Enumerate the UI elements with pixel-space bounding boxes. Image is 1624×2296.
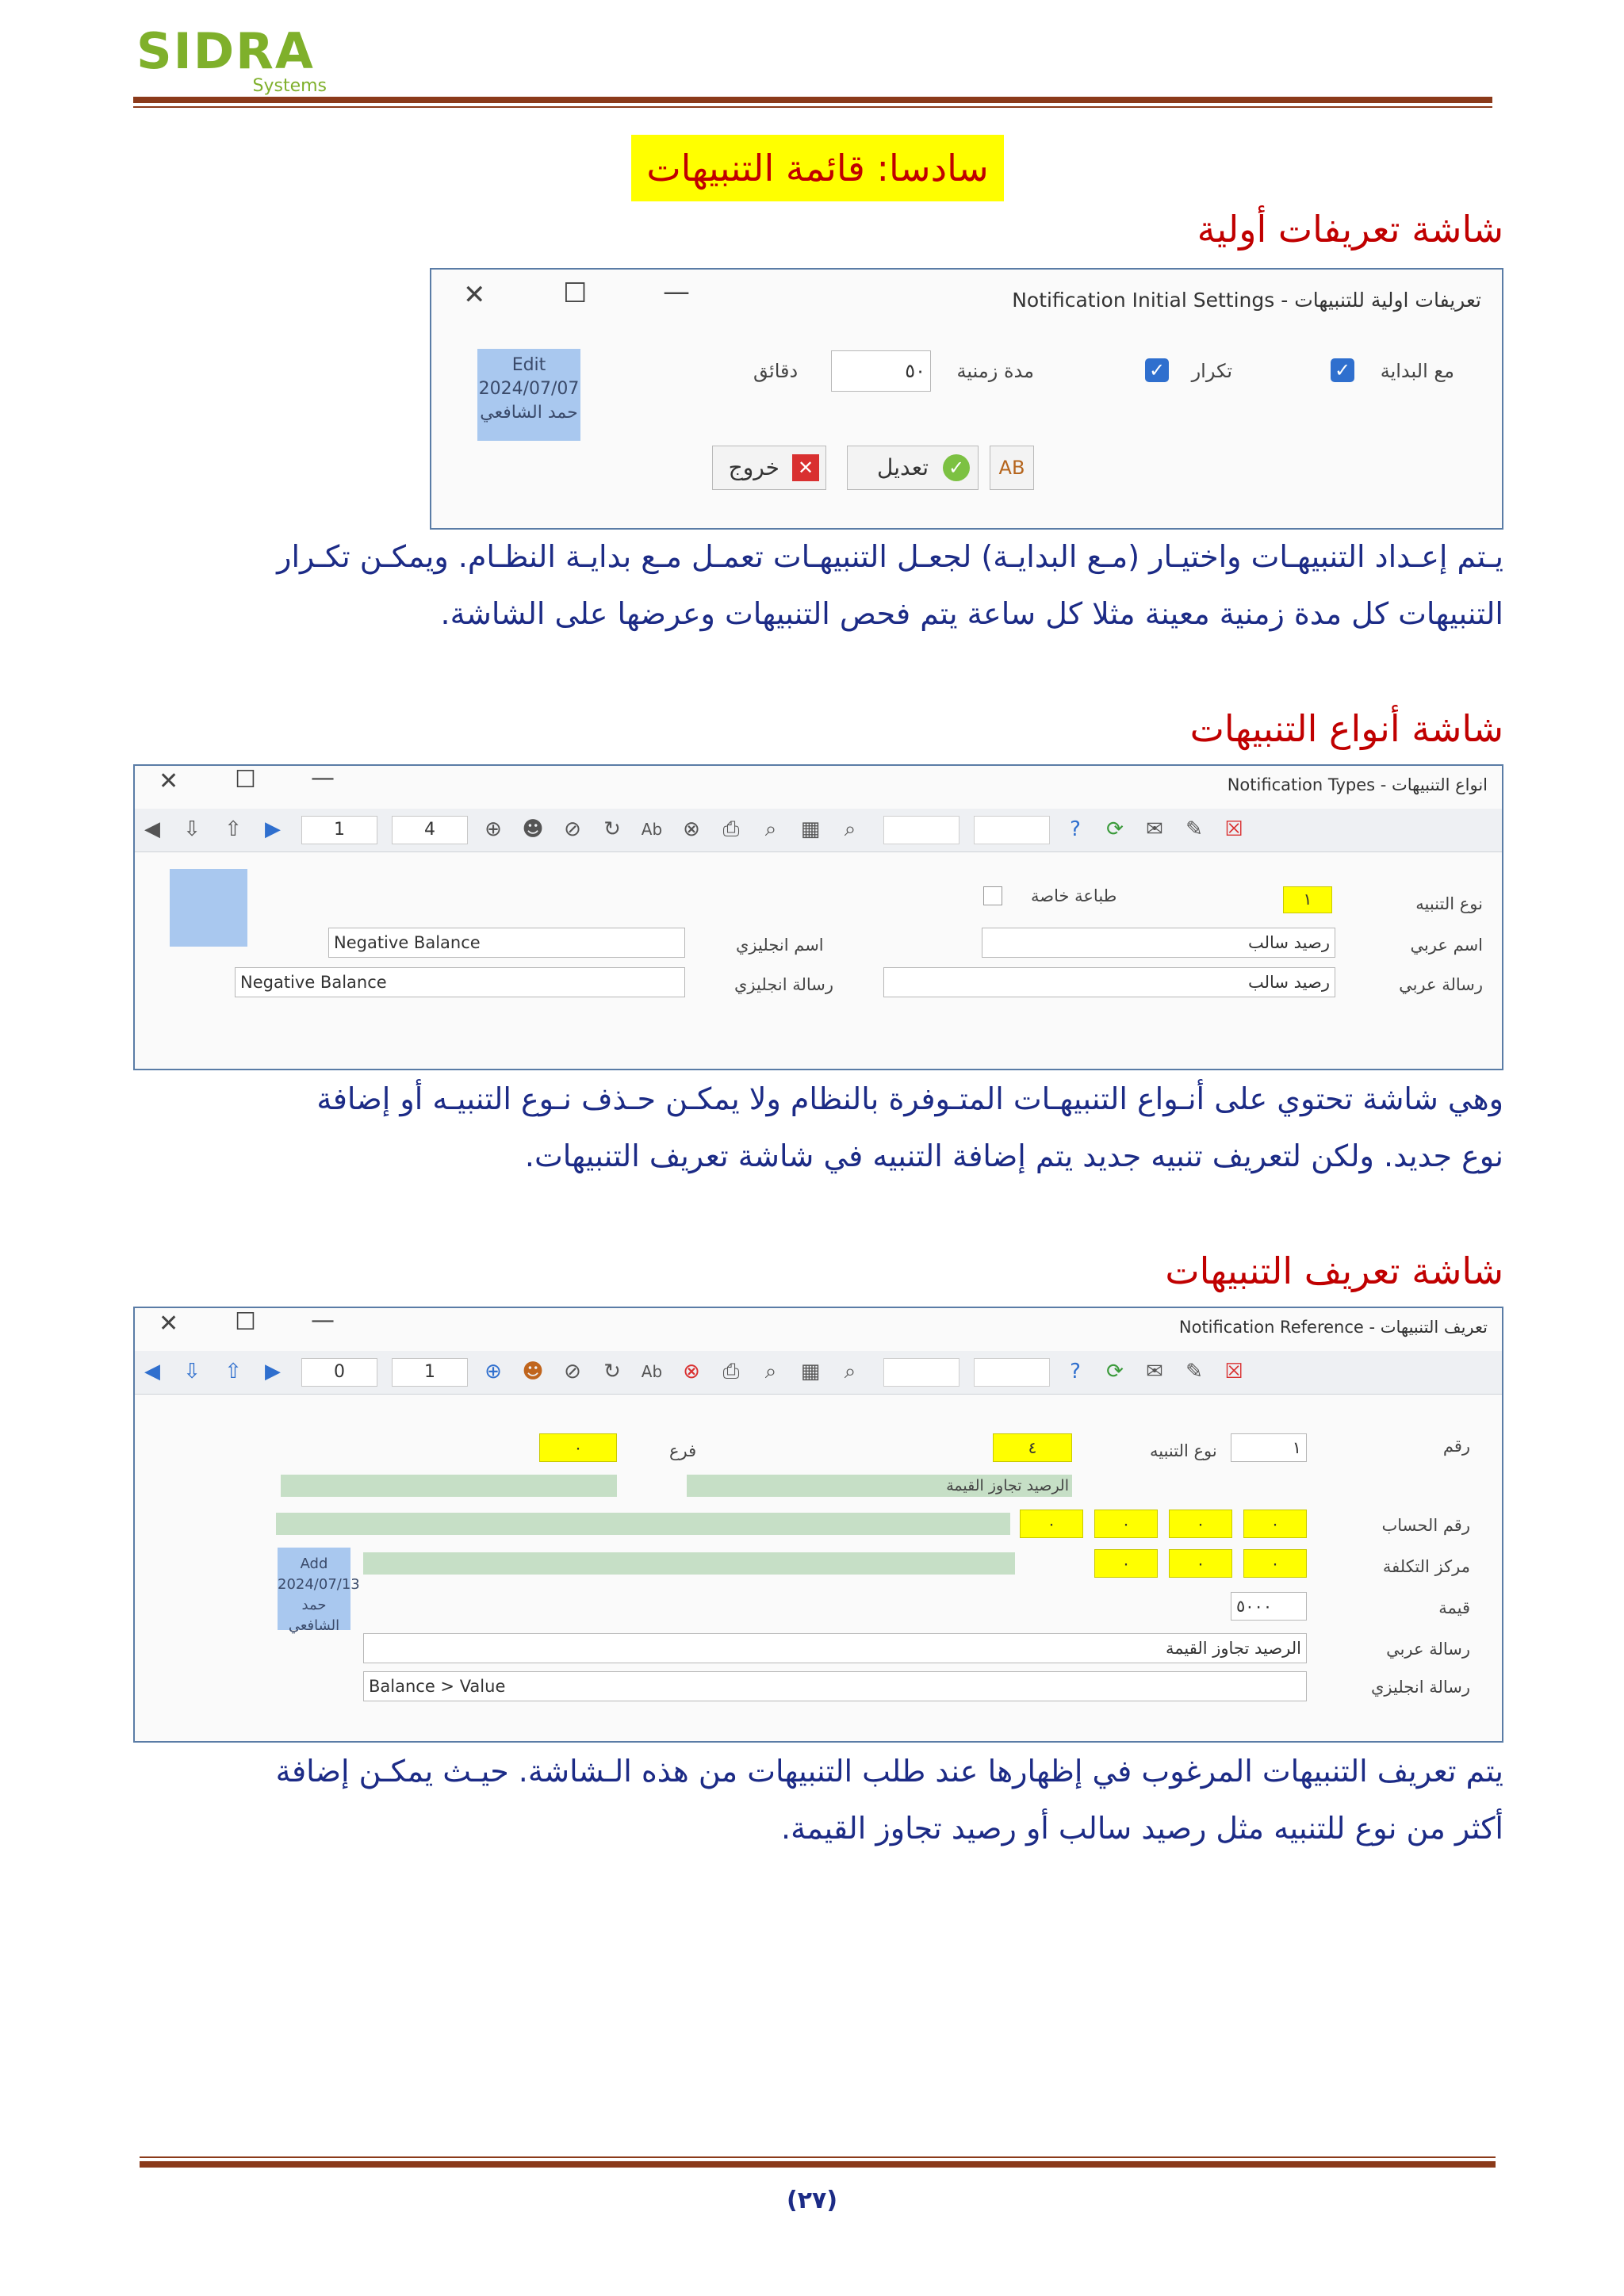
footer-rule — [140, 2161, 1496, 2168]
type-label: نوع التنبيه — [1415, 894, 1483, 913]
type-label: نوع التنبيه — [1150, 1441, 1217, 1460]
cancel-icon[interactable]: ⊘ — [564, 1360, 581, 1383]
special-print-checkbox[interactable] — [983, 886, 1002, 905]
type-input[interactable]: ٤ — [993, 1433, 1072, 1462]
spellcheck-icon[interactable]: Ab — [641, 1362, 663, 1381]
toolbar — [135, 809, 1502, 852]
maximize-icon[interactable]: ☐ — [235, 766, 256, 794]
account-part-1[interactable]: ٠ — [1243, 1510, 1307, 1538]
account-label: رقم الحساب — [1381, 1516, 1470, 1535]
next-down-icon[interactable]: ⇩ — [183, 817, 201, 841]
close-red-icon[interactable]: ☒ — [1224, 1360, 1243, 1383]
edit-stamp — [477, 349, 580, 441]
paragraph-line: يـتم إعـداد التنبيهـات واختيـار (مـع البدايـة) لجعـل التنبيهـات تعمـل مـع بدايـة النظـام. ويمكـن تكـرار — [277, 539, 1503, 574]
arabic-msg-input[interactable]: الرصيد تجاوز القيمة — [363, 1633, 1307, 1663]
exit-button-label: خروج — [728, 454, 779, 480]
user-icon[interactable]: ☻ — [522, 817, 544, 841]
paragraph-initial-settings — [133, 528, 1503, 642]
compose-icon[interactable]: ✎ — [1185, 1360, 1203, 1383]
window-notification-reference — [133, 1307, 1503, 1743]
toolbar-field-2[interactable] — [974, 1358, 1050, 1387]
next-down-icon[interactable]: ⇩ — [183, 1360, 201, 1383]
paragraph-line: نوع جديد. ولكن لتعريف تنبيه جديد يتم إضافة التنبيه في شاشة تعريف التنبيهات. — [524, 1138, 1503, 1173]
paragraph-line: أكثر من نوع للتنبيه مثل رصيد سالب أو رصيد تجاوز القيمة. — [781, 1811, 1503, 1846]
number-label: رقم — [1442, 1437, 1470, 1456]
account-part-4[interactable]: ٠ — [1020, 1510, 1083, 1538]
language-icon[interactable]: AB — [990, 446, 1034, 490]
mail-icon[interactable]: ✉ — [1146, 1360, 1163, 1383]
minimize-icon[interactable]: — — [311, 764, 335, 792]
logo-text: SIDRA — [136, 22, 315, 80]
arabic-msg-input[interactable]: رصيد سالب — [883, 967, 1335, 997]
minimize-icon[interactable]: — — [663, 276, 690, 308]
calculator-icon[interactable]: ▦ — [800, 817, 821, 841]
delete-icon[interactable]: ⊗ — [683, 817, 700, 841]
toolbar — [135, 1351, 1502, 1395]
spellcheck-icon[interactable]: Ab — [641, 820, 663, 839]
with-start-checkbox[interactable]: ✓ — [1331, 358, 1354, 382]
paragraph-notification-reference — [133, 1743, 1503, 1857]
record-current[interactable]: 0 — [301, 1358, 377, 1387]
calculator-icon[interactable]: ▦ — [800, 1360, 821, 1383]
type-description: الرصيد تجاوز القيمة — [687, 1475, 1072, 1497]
refresh-icon[interactable]: ↻ — [603, 817, 621, 841]
special-print-label: طباعة خاصة — [1031, 886, 1117, 905]
user-icon[interactable]: ☻ — [522, 1360, 544, 1383]
heading-initial-settings: شاشة تعريفات أولية — [1197, 208, 1503, 251]
account-description — [276, 1513, 1010, 1535]
record-total: 4 — [392, 816, 468, 844]
toolbar-field-1[interactable] — [883, 1358, 959, 1387]
period-label: مدة زمنية — [956, 360, 1034, 382]
help-icon[interactable]: ? — [1070, 817, 1081, 841]
english-msg-label: رسالة انجليزي — [1370, 1678, 1470, 1697]
branch-input[interactable]: ٠ — [539, 1433, 617, 1462]
zoom-icon[interactable]: ⌕ — [844, 1360, 856, 1383]
record-current[interactable]: 1 — [301, 816, 377, 844]
toolbar-field-1[interactable] — [883, 816, 959, 844]
last-record-icon[interactable]: ▶ — [265, 1360, 281, 1383]
mail-icon[interactable]: ✉ — [1146, 817, 1163, 841]
modify-button-label: تعديل — [877, 454, 929, 480]
window-initial-settings — [430, 268, 1503, 530]
header-rule — [133, 97, 1492, 103]
repeat-checkbox[interactable]: ✓ — [1145, 358, 1169, 382]
minutes-label: دقائق — [753, 360, 799, 382]
heading-notification-reference: شاشة تعريف التنبيهات — [1165, 1249, 1503, 1292]
window-title: Notification Initial Settings - تعريفات اولية للتنبيهات — [1012, 289, 1481, 312]
add-icon[interactable]: ⊕ — [485, 817, 502, 841]
close-icon[interactable]: ✕ — [159, 1310, 179, 1337]
branch-label: فرع — [669, 1441, 697, 1460]
cost-center-label: مركز التكلفة — [1382, 1557, 1470, 1576]
arabic-msg-label: رسالة عربي — [1386, 1640, 1470, 1659]
arabic-name-label: اسم عربي — [1410, 936, 1483, 955]
english-name-input[interactable]: Negative Balance — [328, 928, 685, 958]
print-icon[interactable]: ⎙ — [722, 1360, 740, 1383]
cancel-icon[interactable]: ⊘ — [564, 817, 581, 841]
paragraph-notification-types — [133, 1070, 1503, 1184]
search-icon[interactable]: ⌕ — [764, 1360, 777, 1383]
sidra-logo — [136, 22, 327, 96]
close-red-icon[interactable]: ☒ — [1224, 817, 1243, 841]
value-label: قيمة — [1438, 1598, 1470, 1617]
stamp-action: Add — [300, 1556, 328, 1572]
paragraph-line: يتم تعريف التنبيهات المرغوب في إظهارها عند طلب التنبيهات من هذه الـشاشة. حيـث يمكـن إضافة — [275, 1754, 1503, 1789]
zoom-icon[interactable]: ⌕ — [844, 817, 856, 841]
window-title: Notification Reference - تعريف التنبيهات — [1178, 1318, 1488, 1337]
prev-up-icon[interactable]: ⇧ — [224, 817, 242, 841]
stamp-date: 2024/07/13 — [278, 1576, 360, 1593]
refresh-icon[interactable]: ↻ — [603, 1360, 621, 1383]
toolbar-field-2[interactable] — [974, 816, 1050, 844]
minimize-icon[interactable]: — — [311, 1307, 335, 1334]
english-name-label: اسم انجليزي — [736, 936, 824, 955]
image-placeholder — [170, 869, 247, 947]
section-title: سادسا: قائمة التنبيهات — [631, 135, 1004, 201]
window-title: Notification Types - انواع التنبيهات — [1227, 775, 1488, 794]
sync-icon[interactable]: ⟳ — [1106, 1360, 1124, 1383]
heading-notification-types: شاشة أنواع التنبيهات — [1189, 707, 1503, 750]
cost-center-part-2[interactable]: ٠ — [1169, 1549, 1232, 1578]
search-icon[interactable]: ⌕ — [764, 817, 777, 841]
add-stamp — [278, 1548, 360, 1634]
last-record-icon[interactable]: ▶ — [265, 817, 281, 841]
first-record-icon[interactable]: ◀ — [144, 817, 160, 841]
close-icon[interactable]: ✕ — [463, 279, 486, 311]
stamp-user: حمد الشافعي — [480, 403, 578, 423]
modify-button[interactable] — [847, 446, 979, 490]
arabic-msg-label: رسالة عربي — [1399, 975, 1483, 994]
footer-rule-thin — [140, 2156, 1496, 2158]
compose-icon[interactable]: ✎ — [1185, 817, 1203, 841]
english-msg-input[interactable]: Balance > Value — [363, 1671, 1307, 1701]
header-rule-thin — [133, 106, 1492, 108]
period-input[interactable]: ٥٠ — [831, 350, 931, 392]
record-total: 1 — [392, 1358, 468, 1387]
value-input[interactable]: ٥٠٠٠ — [1231, 1592, 1307, 1621]
maximize-icon[interactable]: ☐ — [235, 1308, 256, 1336]
close-icon[interactable]: ✕ — [159, 767, 179, 795]
cost-center-part-3[interactable]: ٠ — [1094, 1549, 1158, 1578]
paragraph-line: وهي شاشة تحتوي على أنـواع التنبيهـات المتـوفرة بالنظام ولا يمكـن حـذف نـوع التنبيـه أو إضافة — [316, 1081, 1503, 1116]
cost-center-description — [363, 1552, 1015, 1575]
print-icon[interactable]: ⎙ — [722, 817, 740, 841]
paragraph-line: التنبيهات كل مدة زمنية معينة مثلا كل ساعة يتم فحص التنبيهات وعرضها على الشاشة. — [440, 596, 1503, 631]
first-record-icon[interactable]: ◀ — [144, 1360, 160, 1383]
page-number: (٢٧) — [786, 2187, 838, 2214]
arabic-name-input[interactable]: رصيد سالب — [982, 928, 1335, 958]
number-input[interactable]: ١ — [1231, 1433, 1307, 1462]
delete-icon[interactable]: ⊗ — [683, 1360, 700, 1383]
window-notification-types — [133, 764, 1503, 1070]
stamp-action: Edit — [511, 355, 546, 375]
cost-center-part-1[interactable]: ٠ — [1243, 1549, 1307, 1578]
maximize-icon[interactable]: ☐ — [563, 277, 588, 309]
sync-icon[interactable]: ⟳ — [1106, 817, 1124, 841]
help-icon[interactable]: ? — [1070, 1360, 1081, 1383]
account-part-3[interactable]: ٠ — [1094, 1510, 1158, 1538]
english-msg-label: رسالة انجليزي — [734, 975, 834, 994]
check-icon: ✓ — [943, 454, 970, 481]
repeat-label: تكرار — [1191, 360, 1232, 382]
stamp-user: حمد الشافعي — [288, 1597, 340, 1634]
add-icon[interactable]: ⊕ — [485, 1360, 502, 1383]
account-part-2[interactable]: ٠ — [1169, 1510, 1232, 1538]
close-red-icon: ✕ — [792, 454, 819, 481]
type-input[interactable]: ١ — [1283, 886, 1332, 913]
stamp-date: 2024/07/07 — [478, 379, 580, 399]
logo-subtext: Systems — [252, 76, 327, 96]
branch-description — [281, 1475, 617, 1497]
exit-button[interactable] — [712, 446, 826, 490]
with-start-label: مع البداية — [1380, 360, 1454, 382]
prev-up-icon[interactable]: ⇧ — [224, 1360, 242, 1383]
english-msg-input[interactable]: Negative Balance — [235, 967, 685, 997]
